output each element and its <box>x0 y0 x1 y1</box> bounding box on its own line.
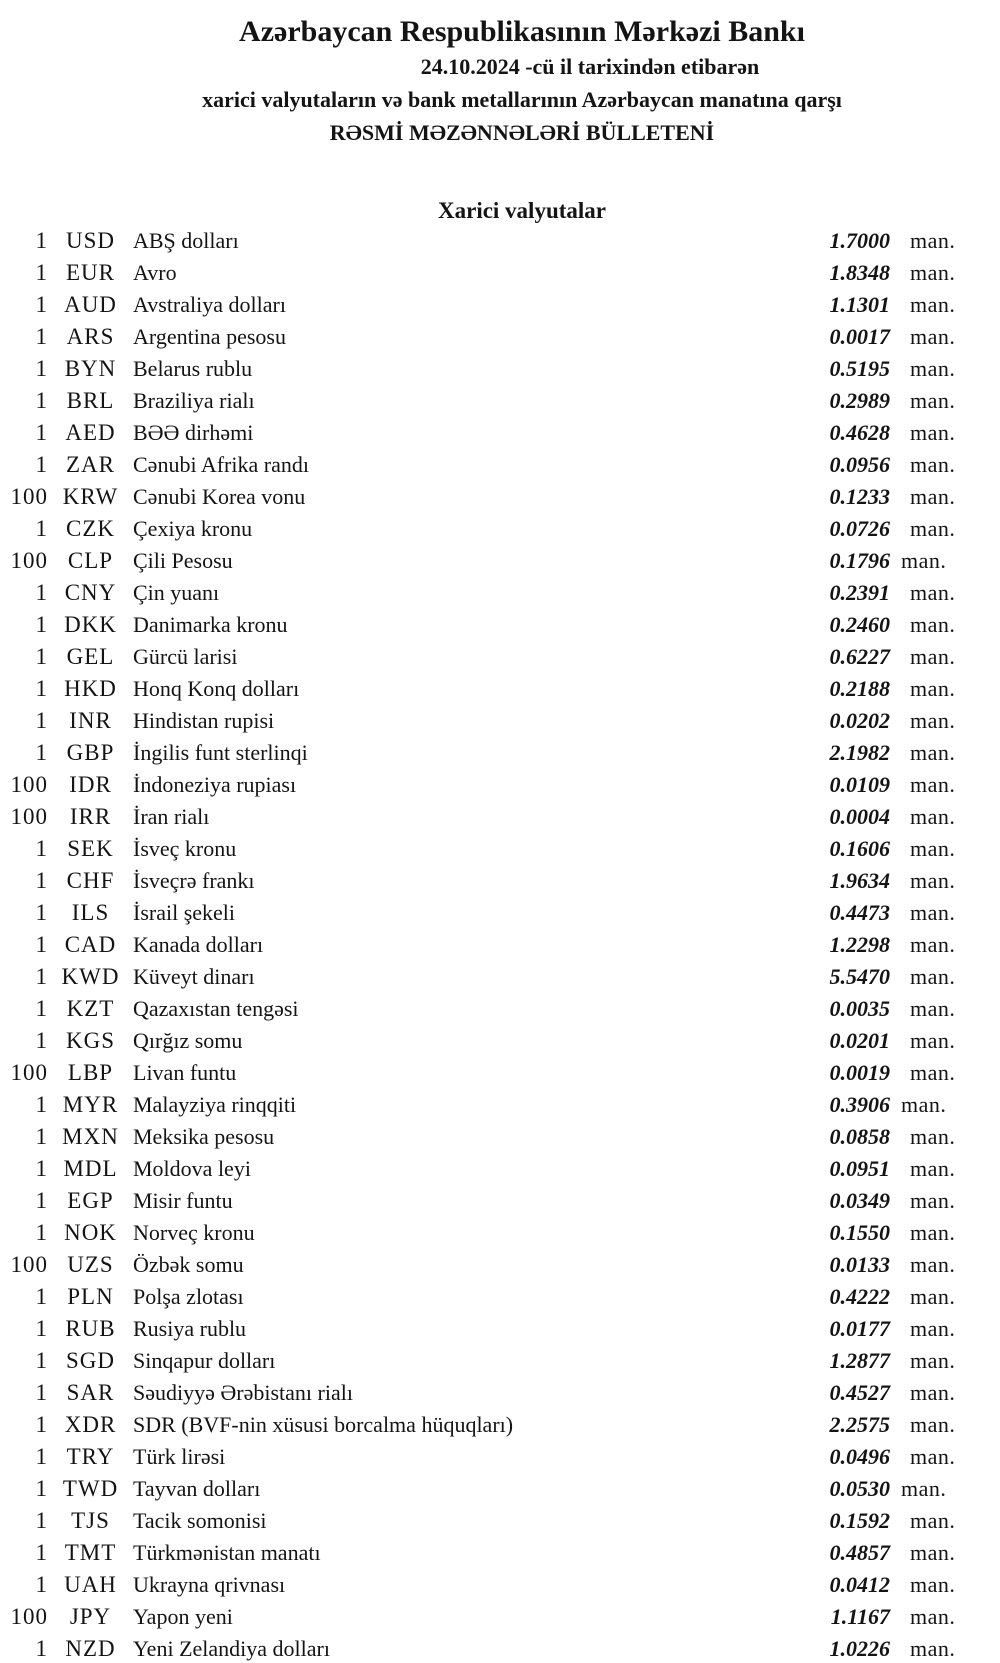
currency-name: Sinqapur dolları <box>133 1348 276 1373</box>
currency-unit-label: man. <box>910 292 956 317</box>
currency-name: Polşa zlotası <box>133 1284 244 1309</box>
currency-unit-label: man. <box>910 1188 956 1213</box>
currency-code: AED <box>65 420 116 445</box>
currency-unit-label: man. <box>910 420 956 445</box>
currency-unit-label: man. <box>910 1124 956 1149</box>
currency-unit-label: man. <box>910 996 956 1021</box>
currency-rate-value: 0.0530 <box>829 1476 890 1501</box>
currency-rate-value: 0.0201 <box>829 1028 890 1053</box>
currency-rate-value: 0.1592 <box>829 1508 890 1533</box>
rate-row-try <box>0 1441 1000 1473</box>
currency-name: Norveç kronu <box>133 1220 255 1245</box>
rate-row-jpy <box>0 1601 1000 1633</box>
currency-code: TRY <box>66 1444 115 1469</box>
currency-code: TJS <box>71 1508 110 1533</box>
currency-quantity: 1 <box>35 228 48 253</box>
currency-code: ILS <box>71 900 110 925</box>
currency-quantity: 100 <box>10 1252 48 1277</box>
currency-rate-value: 0.2391 <box>829 580 890 605</box>
currency-quantity: 1 <box>35 740 48 765</box>
currency-rate-value: 0.0133 <box>829 1252 890 1277</box>
currency-code: KWD <box>61 964 120 989</box>
currency-code: IRR <box>69 804 112 829</box>
rate-row-czk <box>0 513 1000 545</box>
currency-name: Qazaxıstan tengəsi <box>133 996 299 1021</box>
currency-rate-value: 0.4628 <box>829 420 890 445</box>
rate-row-byn <box>0 353 1000 385</box>
currency-unit-label: man. <box>910 1284 956 1309</box>
currency-unit-label: man. <box>910 644 956 669</box>
section-title-foreign-currencies: Xarici valyutalar <box>438 198 606 223</box>
currency-rate-value: 0.5195 <box>829 356 890 381</box>
currency-unit-label: man. <box>910 1252 956 1277</box>
currency-name: Avro <box>133 260 177 285</box>
currency-rate-value: 0.2188 <box>829 676 890 701</box>
currency-code: PLN <box>67 1284 114 1309</box>
rate-row-kgs <box>0 1025 1000 1057</box>
currency-code: RUB <box>65 1316 116 1341</box>
rate-row-zar <box>0 449 1000 481</box>
currency-quantity: 1 <box>35 580 48 605</box>
currency-code: MDL <box>63 1156 118 1181</box>
currency-unit-label: man. <box>910 388 956 413</box>
rate-row-mxn <box>0 1121 1000 1153</box>
currency-unit-label: man. <box>910 1156 956 1181</box>
currency-rate-value: 1.0226 <box>829 1636 890 1661</box>
currency-name: Belarus rublu <box>133 356 253 381</box>
rate-row-clp <box>0 545 1000 577</box>
currency-code: USD <box>65 228 115 253</box>
currency-name: ABŞ dolları <box>133 228 239 253</box>
currency-name: Qırğız somu <box>133 1028 243 1053</box>
currency-rate-value: 0.3906 <box>829 1092 890 1117</box>
currency-name: Rusiya rublu <box>133 1316 247 1341</box>
currency-code: JPY <box>69 1604 112 1629</box>
currency-rate-value: 0.0109 <box>829 772 890 797</box>
rate-row-rub <box>0 1313 1000 1345</box>
currency-code: GEL <box>66 644 115 669</box>
currency-code: INR <box>69 708 112 733</box>
currency-quantity: 1 <box>35 612 48 637</box>
currency-rate-value: 0.0496 <box>829 1444 890 1469</box>
effective-date-line: 24.10.2024 -cü il tarixindən etibarən <box>420 54 760 79</box>
currency-rate-value: 0.0202 <box>829 708 890 733</box>
currency-code: BYN <box>64 356 117 381</box>
rate-row-brl <box>0 385 1000 417</box>
currency-name: Cənubi Korea vonu <box>133 484 306 509</box>
currency-name: Gürcü larisi <box>133 644 238 669</box>
currency-rate-value: 0.1606 <box>829 836 890 861</box>
currency-unit-label: man. <box>910 324 956 349</box>
currency-quantity: 1 <box>35 836 48 861</box>
bulletin-header <box>44 13 1000 149</box>
currency-rate-value: 0.1796 <box>829 548 890 573</box>
currency-code: ARS <box>66 324 115 349</box>
currency-unit-label: man. <box>910 676 956 701</box>
currency-quantity: 1 <box>35 356 48 381</box>
rate-row-krw <box>0 481 1000 513</box>
currency-name: İran rialı <box>133 804 210 829</box>
currency-rate-value: 2.2575 <box>829 1412 890 1437</box>
currency-unit-label: man. <box>901 1092 947 1117</box>
currency-rate-value: 0.0956 <box>829 452 890 477</box>
currency-code: MXN <box>62 1124 119 1149</box>
currency-unit-label: man. <box>910 1348 956 1373</box>
currency-unit-label: man. <box>910 708 956 733</box>
currency-code: UAH <box>64 1572 117 1597</box>
rate-row-xdr <box>0 1409 1000 1441</box>
currency-rate-value: 0.4473 <box>829 900 890 925</box>
currency-unit-label: man. <box>910 1028 956 1053</box>
currency-rate-value: 0.0951 <box>829 1156 890 1181</box>
currency-rate-value: 0.1550 <box>829 1220 890 1245</box>
currency-unit-label: man. <box>910 612 956 637</box>
currency-code: EGP <box>67 1188 114 1213</box>
currency-unit-label: man. <box>910 836 956 861</box>
currency-quantity: 1 <box>35 1188 48 1213</box>
rate-row-uzs <box>0 1249 1000 1281</box>
currency-rate-value: 0.0004 <box>829 804 890 829</box>
currency-name: Avstraliya dolları <box>133 292 286 317</box>
currency-name: SDR (BVF-nin xüsusi borcalma hüquqları) <box>133 1412 514 1437</box>
currency-name: Çexiya kronu <box>133 516 253 541</box>
currency-quantity: 1 <box>35 1444 48 1469</box>
currency-name: Danimarka kronu <box>133 612 288 637</box>
currency-rate-value: 0.0019 <box>829 1060 890 1085</box>
currency-unit-label: man. <box>910 1540 956 1565</box>
currency-name: Çili Pesosu <box>133 548 233 573</box>
currency-rate-value: 0.4527 <box>829 1380 890 1405</box>
currency-rate-value: 0.2460 <box>829 612 890 637</box>
currency-unit-label: man. <box>910 580 956 605</box>
currency-unit-label: man. <box>910 452 956 477</box>
rate-row-usd <box>0 225 1000 257</box>
rate-row-kzt <box>0 993 1000 1025</box>
currency-quantity: 100 <box>10 1604 48 1629</box>
rate-row-irr <box>0 801 1000 833</box>
currency-quantity: 1 <box>35 996 48 1021</box>
currency-name: İndoneziya rupiası <box>133 772 297 797</box>
currency-unit-label: man. <box>910 772 956 797</box>
rate-row-mdl <box>0 1153 1000 1185</box>
currency-rate-value: 0.0858 <box>829 1124 890 1149</box>
rate-row-hkd <box>0 673 1000 705</box>
currency-rate-value: 1.2298 <box>829 932 890 957</box>
currency-name: Honq Konq dolları <box>133 676 300 701</box>
rate-row-kwd <box>0 961 1000 993</box>
currency-rate-value: 0.6227 <box>829 644 890 669</box>
currency-quantity: 1 <box>35 644 48 669</box>
currency-quantity: 1 <box>35 292 48 317</box>
currency-quantity: 1 <box>35 1636 48 1661</box>
currency-quantity: 1 <box>35 1092 48 1117</box>
currency-quantity: 1 <box>35 1220 48 1245</box>
rate-row-dkk <box>0 609 1000 641</box>
currency-name: Livan funtu <box>133 1060 237 1085</box>
currency-unit-label: man. <box>910 1508 956 1533</box>
currency-rate-value: 1.8348 <box>829 260 890 285</box>
currency-code: BRL <box>66 388 115 413</box>
currency-name: Malayziya rinqqiti <box>133 1092 297 1117</box>
currency-quantity: 1 <box>35 388 48 413</box>
rate-row-sar <box>0 1377 1000 1409</box>
currency-unit-label: man. <box>910 1636 956 1661</box>
currency-code: MYR <box>62 1092 119 1117</box>
currency-code: LBP <box>67 1060 114 1085</box>
currency-code: IDR <box>69 772 112 797</box>
currency-quantity: 100 <box>10 804 48 829</box>
currency-rate-value: 2.1982 <box>829 740 890 765</box>
rate-row-eur <box>0 257 1000 289</box>
currency-name: İsrail şekeli <box>133 900 236 925</box>
currency-quantity: 1 <box>35 1412 48 1437</box>
currency-code: CHF <box>66 868 115 893</box>
currency-name: BƏƏ dirhəmi <box>133 420 254 445</box>
currency-code: KRW <box>62 484 119 509</box>
currency-quantity: 1 <box>35 1476 48 1501</box>
currency-quantity: 1 <box>35 1028 48 1053</box>
currency-unit-label: man. <box>910 1412 956 1437</box>
currency-name: Türkmənistan manatı <box>133 1540 321 1565</box>
currency-code: UZS <box>67 1252 114 1277</box>
currency-unit-label: man. <box>910 516 956 541</box>
currency-rate-value: 0.0177 <box>829 1316 890 1341</box>
currency-rate-value: 0.1233 <box>829 484 890 509</box>
rate-row-pln <box>0 1281 1000 1313</box>
rate-row-aud <box>0 289 1000 321</box>
currency-code: NZD <box>65 1636 116 1661</box>
currency-quantity: 1 <box>35 452 48 477</box>
currency-name: Tayvan dolları <box>133 1476 261 1501</box>
currency-unit-label: man. <box>910 804 956 829</box>
rate-row-idr <box>0 769 1000 801</box>
currency-code: SGD <box>65 1348 115 1373</box>
currency-code: CAD <box>64 932 117 957</box>
currency-rate-value: 1.1167 <box>830 1604 890 1629</box>
currency-quantity: 1 <box>35 1316 48 1341</box>
currency-quantity: 1 <box>35 420 48 445</box>
currency-unit-label: man. <box>910 964 956 989</box>
currency-quantity: 1 <box>35 708 48 733</box>
currency-quantity: 1 <box>35 324 48 349</box>
rate-row-ils <box>0 897 1000 929</box>
currency-quantity: 1 <box>35 1508 48 1533</box>
bulletin-title-line: RƏSMİ MƏZƏNNƏLƏRİ BÜLLETENİ <box>329 120 715 145</box>
rate-row-sgd <box>0 1345 1000 1377</box>
currency-code: CNY <box>64 580 117 605</box>
currency-name: Yeni Zelandiya dolları <box>133 1636 330 1661</box>
currency-quantity: 1 <box>35 1572 48 1597</box>
currency-unit-label: man. <box>910 1444 956 1469</box>
rate-row-myr <box>0 1089 1000 1121</box>
currency-name: Özbək somu <box>133 1252 244 1277</box>
currency-code: CLP <box>67 548 114 573</box>
currency-quantity: 1 <box>35 1348 48 1373</box>
currency-name: Çin yuanı <box>133 580 220 605</box>
currency-rate-value: 1.2877 <box>829 1348 890 1373</box>
currency-name: Küveyt dinarı <box>133 964 255 989</box>
rate-row-uah <box>0 1569 1000 1601</box>
rate-row-tjs <box>0 1505 1000 1537</box>
currency-code: HKD <box>64 676 117 701</box>
currency-name: Argentina pesosu <box>133 324 286 349</box>
rate-row-lbp <box>0 1057 1000 1089</box>
currency-quantity: 100 <box>10 772 48 797</box>
currency-rate-value: 0.0412 <box>829 1572 890 1597</box>
rate-row-sek <box>0 833 1000 865</box>
currency-rate-value: 5.5470 <box>829 964 890 989</box>
currency-rate-value: 1.1301 <box>829 292 890 317</box>
currency-rate-value: 1.7000 <box>829 228 890 253</box>
currency-code: SAR <box>66 1380 115 1405</box>
rate-row-nzd <box>0 1633 1000 1663</box>
currency-name: Cənubi Afrika randı <box>133 452 309 477</box>
currency-unit-label: man. <box>901 1476 947 1501</box>
currency-rate-value: 0.0349 <box>829 1188 890 1213</box>
currency-code: AUD <box>64 292 117 317</box>
currency-code: EUR <box>66 260 115 285</box>
currency-unit-label: man. <box>910 1316 956 1341</box>
currency-name: Ukrayna qrivnası <box>133 1572 286 1597</box>
currency-unit-label: man. <box>910 868 956 893</box>
currency-name: Səudiyyə Ərəbistanı rialı <box>133 1380 353 1405</box>
currency-code: ZAR <box>66 452 115 477</box>
currency-rate-value: 0.4857 <box>829 1540 890 1565</box>
currency-quantity: 1 <box>35 932 48 957</box>
rate-row-ars <box>0 321 1000 353</box>
currency-unit-label: man. <box>910 228 956 253</box>
currency-name: Yapon yeni <box>133 1604 233 1629</box>
currency-code: XDR <box>64 1412 117 1437</box>
bank-title: Azərbaycan Respublikasının Mərkəzi Bankı <box>239 15 805 48</box>
rate-row-cad <box>0 929 1000 961</box>
currency-unit-label: man. <box>910 1604 956 1629</box>
currency-code: DKK <box>64 612 117 637</box>
currency-quantity: 1 <box>35 1156 48 1181</box>
currency-quantity: 1 <box>35 516 48 541</box>
exchange-rates-table <box>0 225 1000 1663</box>
rate-row-twd <box>0 1473 1000 1505</box>
rate-row-gel <box>0 641 1000 673</box>
currency-code: KZT <box>66 996 115 1021</box>
currency-quantity: 100 <box>10 1060 48 1085</box>
currency-quantity: 1 <box>35 676 48 701</box>
rate-row-cny <box>0 577 1000 609</box>
currency-unit-label: man. <box>910 1380 956 1405</box>
rate-row-gbp <box>0 737 1000 769</box>
rate-row-inr <box>0 705 1000 737</box>
currency-quantity: 1 <box>35 1284 48 1309</box>
currency-quantity: 100 <box>10 548 48 573</box>
currency-quantity: 1 <box>35 1380 48 1405</box>
currency-unit-label: man. <box>910 356 956 381</box>
rate-row-tmt <box>0 1537 1000 1569</box>
currency-name: Misir funtu <box>133 1188 233 1213</box>
currency-rate-value: 0.4222 <box>829 1284 890 1309</box>
currency-unit-label: man. <box>910 740 956 765</box>
currency-quantity: 1 <box>35 260 48 285</box>
currency-quantity: 1 <box>35 964 48 989</box>
currency-rate-value: 1.9634 <box>829 868 890 893</box>
currency-name: Hindistan rupisi <box>133 708 275 733</box>
currency-unit-label: man. <box>910 260 956 285</box>
currency-name: Türk lirəsi <box>133 1444 226 1469</box>
currency-rate-value: 0.0017 <box>829 324 890 349</box>
rate-row-chf <box>0 865 1000 897</box>
currency-name: Meksika pesosu <box>133 1124 275 1149</box>
currency-rate-value: 0.0726 <box>829 516 890 541</box>
currency-unit-label: man. <box>910 932 956 957</box>
currency-unit-label: man. <box>910 1220 956 1245</box>
currency-unit-label: man. <box>910 900 956 925</box>
currency-rate-value: 0.0035 <box>829 996 890 1021</box>
currency-name: İsveç kronu <box>133 836 237 861</box>
currency-quantity: 1 <box>35 868 48 893</box>
currency-name: İngilis funt sterlinqi <box>133 740 308 765</box>
currency-quantity: 1 <box>35 1124 48 1149</box>
currency-name: Kanada dolları <box>133 932 264 957</box>
currency-code: SEK <box>67 836 114 861</box>
rate-row-egp <box>0 1185 1000 1217</box>
currency-quantity: 100 <box>10 484 48 509</box>
currency-code: CZK <box>66 516 115 541</box>
subject-line: xarici valyutaların və bank metallarının Azərbaycan manatına qarşı <box>202 87 842 112</box>
currency-unit-label: man. <box>901 548 947 573</box>
currency-rate-value: 0.2989 <box>829 388 890 413</box>
currency-name: Moldova leyi <box>133 1156 251 1181</box>
rate-row-aed <box>0 417 1000 449</box>
currency-unit-label: man. <box>910 484 956 509</box>
currency-code: GBP <box>66 740 115 765</box>
currency-name: İsveçrə frankı <box>133 868 255 893</box>
currency-unit-label: man. <box>910 1060 956 1085</box>
currency-name: Tacik somonisi <box>133 1508 267 1533</box>
currency-code: TWD <box>62 1476 119 1501</box>
currency-code: NOK <box>64 1220 117 1245</box>
currency-quantity: 1 <box>35 1540 48 1565</box>
currency-unit-label: man. <box>910 1572 956 1597</box>
rate-row-nok <box>0 1217 1000 1249</box>
currency-code: KGS <box>65 1028 115 1053</box>
currency-code: TMT <box>64 1540 117 1565</box>
currency-quantity: 1 <box>35 900 48 925</box>
currency-name: Braziliya rialı <box>133 388 255 413</box>
